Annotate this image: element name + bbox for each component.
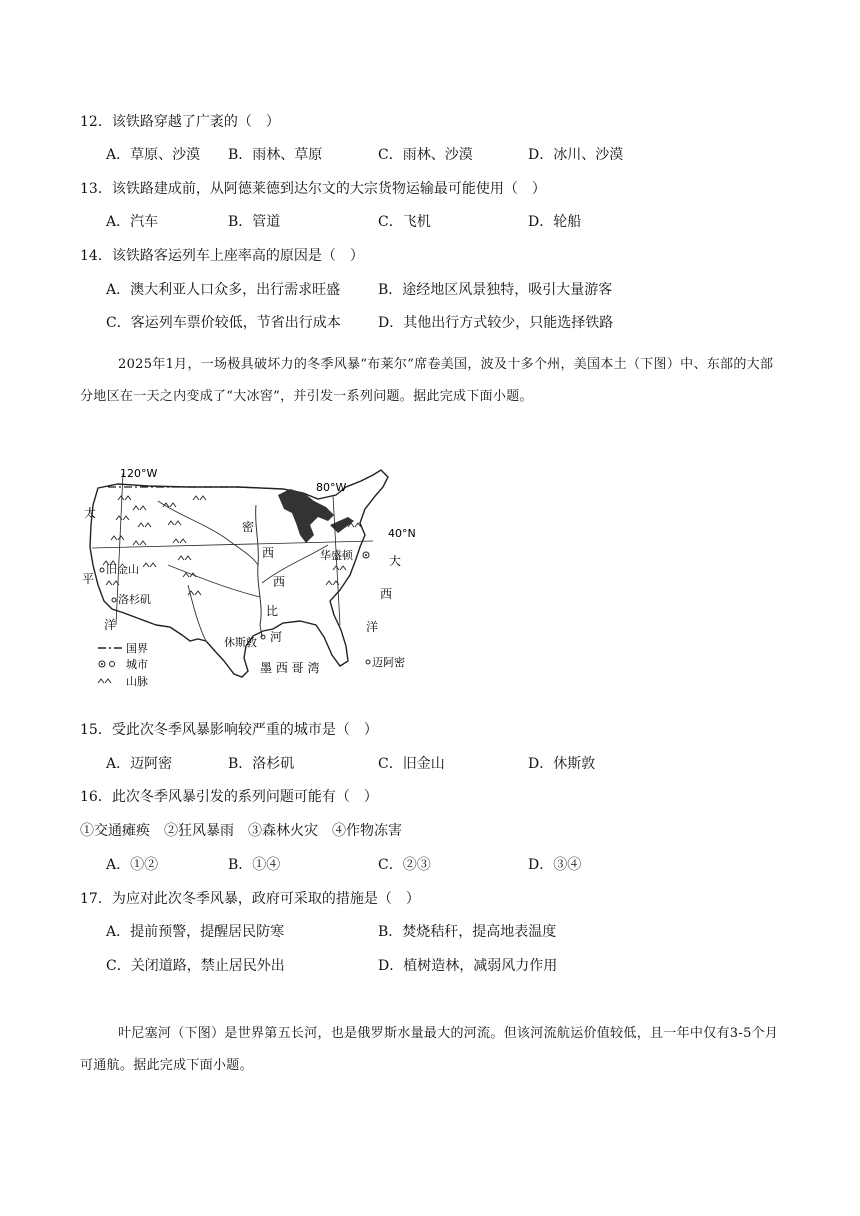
- legend-city-symbol: [110, 662, 115, 667]
- label-san-francisco: 旧金山: [106, 563, 139, 576]
- label-mississippi-2: 西: [262, 546, 275, 560]
- question-12-stem: 12．该铁路穿越了广袤的（ ）: [80, 114, 280, 130]
- label-mississippi-3: 西: [273, 575, 286, 589]
- q13-option-a: A．汽车: [106, 214, 159, 230]
- q16-option-b: B．①④: [228, 857, 281, 873]
- q16-option-c: C．②③: [378, 857, 431, 873]
- legend-mountain-symbol: [98, 679, 111, 683]
- label-atlantic-2: 西: [380, 587, 393, 601]
- label-gulf: 墨 西 哥 湾: [260, 661, 320, 675]
- label-80w: 80°W: [316, 481, 347, 494]
- question-15-stem: 15．受此次冬季风暴影响较严重的城市是（ ）: [80, 722, 378, 738]
- label-mississippi-5: 河: [270, 630, 283, 644]
- label-pacific-1: 太: [84, 506, 97, 520]
- q12-option-d: D．冰川、沙漠: [528, 147, 624, 163]
- q12-option-c: C．雨林、沙漠: [378, 147, 473, 163]
- q17-option-a: A．提前预警，提醒居民防寒: [106, 924, 285, 940]
- q17-option-b: B．焚烧秸秆，提高地表温度: [378, 924, 557, 940]
- legend-border-label: 国界: [126, 642, 148, 655]
- q16-option-d: D．③④: [528, 857, 582, 873]
- label-miami: 迈阿密: [372, 656, 405, 669]
- yenisei-passage: 叶尼塞河（下图）是世界第五长河，也是俄罗斯水量最大的河流。但该河流航运价值较低，且一年中仅有3-5个月可通航。据此完成下面小题。: [80, 1026, 779, 1073]
- label-washington: 华盛顿: [320, 549, 353, 562]
- label-pacific-3: 洋: [104, 618, 117, 632]
- q13-option-c: C．飞机: [378, 214, 431, 230]
- q14-option-a: A．澳大利亚人口众多，出行需求旺盛: [106, 282, 341, 298]
- los-angeles-marker: [112, 598, 116, 602]
- question-17-stem: 17．为应对此次冬季风暴，政府可采取的措施是（ ）: [80, 891, 420, 907]
- q12-option-a: A．草原、沙漠: [106, 147, 201, 163]
- rio-grande: [188, 585, 206, 641]
- label-houston: 休斯敦: [224, 636, 257, 649]
- label-40n: 40°N: [388, 527, 416, 540]
- parallel-40n: [92, 541, 373, 548]
- q15-option-c: C．旧金山: [378, 756, 445, 772]
- q17-option-d: D．植树造林，减弱风力作用: [378, 958, 558, 974]
- mississippi-river: [256, 505, 262, 637]
- q17-option-c: C．关闭道路，禁止居民外出: [106, 958, 285, 974]
- legend-city-label: 城市: [126, 658, 148, 671]
- question-14-stem: 14．该铁路客运列车上座率高的原因是（ ）: [80, 248, 364, 264]
- q13-option-b: B．管道: [228, 214, 281, 230]
- lake-erie: [330, 517, 354, 533]
- q14-option-d: D．其他出行方式较少，只能选择铁路: [378, 315, 614, 331]
- q13-option-d: D．轮船: [528, 214, 582, 230]
- q16-option-a: A．①②: [106, 857, 159, 873]
- q15-option-b: B．洛杉矶: [228, 756, 295, 772]
- label-los-angeles: 洛杉矶: [118, 593, 151, 606]
- label-pacific-2: 平: [82, 572, 95, 586]
- q15-option-d: D．休斯敦: [528, 756, 596, 772]
- label-120w: 120°W: [120, 467, 158, 480]
- label-atlantic-1: 大: [389, 554, 402, 568]
- legend-mountain-label: 山脉: [126, 675, 148, 687]
- question-16-stem: 16．此次冬季风暴引发的系列问题可能有（ ）: [80, 789, 378, 805]
- arkansas-river: [168, 565, 260, 597]
- label-mississippi-1: 密: [242, 520, 255, 534]
- us-map: [78, 465, 418, 687]
- q15-option-a: A．迈阿密: [106, 756, 173, 772]
- q12-option-b: B．雨林、草原: [228, 147, 323, 163]
- q14-option-b: B．途经地区风景独特，吸引大量游客: [378, 282, 613, 298]
- miami-marker: [366, 660, 370, 664]
- storm-passage: 2025年1月，一场极具破坏力的冬季风暴“布莱尔”席卷美国，波及十多个州，美国本土（下图）中、东部的大部分地区在一天之内变成了“大冰窖”，并引发一系列问题。据此完成下面小题。: [80, 357, 774, 404]
- label-mississippi-4: 比: [266, 604, 279, 618]
- san-francisco-marker: [100, 568, 104, 572]
- label-atlantic-3: 洋: [366, 620, 379, 634]
- question-13-stem: 13．该铁路建成前，从阿德莱德到达尔文的大宗货物运输最可能使用（ ）: [80, 181, 546, 197]
- q14-option-c: C．客运列车票价较低，节省出行成本: [106, 315, 341, 331]
- q16-items: ①交通瘫痪 ②狂风暴雨 ③森林火灾 ④作物冻害: [80, 823, 402, 839]
